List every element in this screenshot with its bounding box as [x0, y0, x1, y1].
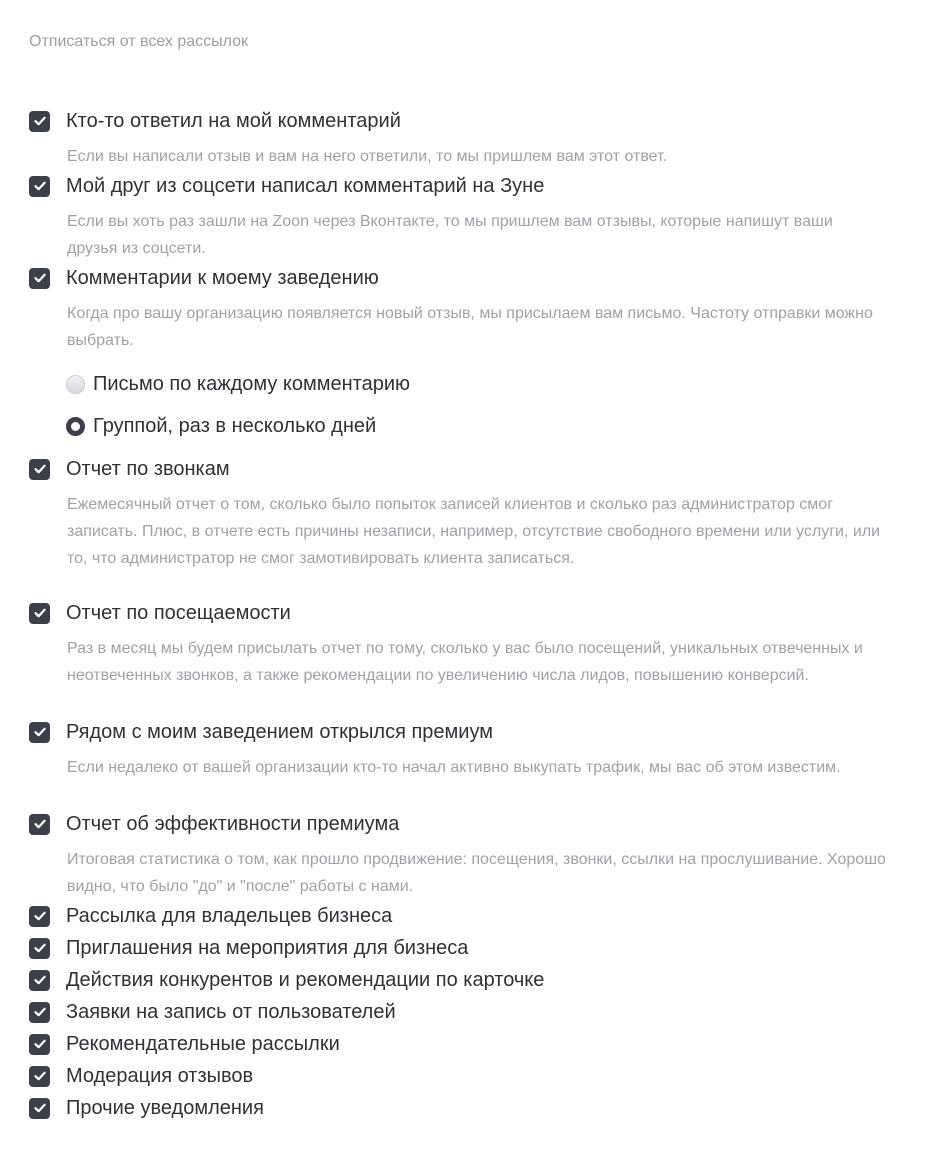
setting-label: Модерация отзывов: [66, 1065, 254, 1087]
checkbox-premium-nearby[interactable]: [29, 722, 50, 743]
setting-label: Приглашения на мероприятия для бизнеса: [66, 937, 469, 959]
radio-button-each-comment[interactable]: [66, 375, 85, 394]
checkmark-icon: [33, 1037, 47, 1051]
checkbox-friend-comment[interactable]: [29, 176, 50, 197]
checkbox-event-invites[interactable]: [29, 938, 50, 959]
setting-label: Заявки на запись от пользователей: [66, 1001, 396, 1023]
setting-row-business-owners[interactable]: [29, 902, 909, 930]
checkmark-icon: [33, 606, 47, 620]
setting-description: Ежемесячный отчет о том, сколько было попыток записей клиентов и сколько раз администратор смог записать. Плюс, в отчете есть причины незаписи, например, отсутствие свободного времени или услуги, или то, что администратор не смог замотивировать клиента записаться.: [67, 496, 881, 567]
setting-description: Если вы хоть раз зашли на Zoon через Вконтакте, то мы пришлем вам отзывы, которые напишут ваши друзья из соцсети.: [67, 213, 833, 257]
setting-row-recommendations[interactable]: [29, 1030, 909, 1058]
setting-item-calls-report: [29, 455, 909, 572]
setting-row-competitors[interactable]: [29, 966, 909, 994]
checkmark-icon: [33, 973, 47, 987]
radio-label: Письмо по каждому комментарию: [93, 373, 411, 395]
setting-label: Отчет об эффективности премиума: [66, 813, 400, 835]
checkmark-icon: [33, 1069, 47, 1083]
setting-description: Если вы написали отзыв и вам на него ответили, то мы пришлем вам этот ответ.: [67, 148, 668, 165]
setting-row-premium-efficiency[interactable]: [29, 810, 909, 838]
setting-item-premium-efficiency: [29, 810, 909, 900]
setting-row-premium-nearby[interactable]: [29, 718, 909, 746]
checkbox-other-notifications[interactable]: [29, 1098, 50, 1119]
setting-description: Когда про вашу организацию появляется новый отзыв, мы присылаем вам письмо. Частоту отправки можно выбрать.: [67, 305, 873, 349]
checkmark-icon: [33, 1101, 47, 1115]
setting-label: Рекомендательные рассылки: [66, 1033, 340, 1055]
radio-button-group[interactable]: [66, 417, 85, 436]
checkbox-review-moderation[interactable]: [29, 1066, 50, 1087]
checkbox-competitors[interactable]: [29, 970, 50, 991]
setting-row-venue-comments[interactable]: [29, 264, 909, 292]
setting-item-event-invites: [29, 934, 909, 962]
setting-description: Раз в месяц мы будем присылать отчет по тому, сколько у вас было посещений, уникальных отвеченных и неотвеченных звонков, а также рекомендации по увеличению числа лидов, повышению конверсий.: [67, 640, 863, 684]
checkbox-calls-report[interactable]: [29, 459, 50, 480]
checkmark-icon: [33, 179, 47, 193]
setting-item-booking-requests: [29, 998, 909, 1026]
setting-item-friend-comment: [29, 172, 909, 262]
setting-row-other-notifications[interactable]: [29, 1094, 909, 1122]
checkmark-icon: [33, 114, 47, 128]
setting-item-business-owners: [29, 902, 909, 930]
unsubscribe-all-link[interactable]: Отписаться от всех рассылок: [29, 33, 249, 50]
setting-item-competitors: [29, 966, 909, 994]
checkmark-icon: [33, 725, 47, 739]
checkbox-venue-comments[interactable]: [29, 268, 50, 289]
setting-row-attendance-report[interactable]: [29, 599, 909, 627]
setting-label: Рядом с моим заведением открылся премиум: [66, 721, 494, 743]
setting-item-venue-comments: [29, 264, 909, 354]
setting-label: Прочие уведомления: [66, 1097, 264, 1119]
frequency-option-group[interactable]: [66, 412, 376, 440]
checkmark-icon: [33, 817, 47, 831]
checkmark-icon: [33, 941, 47, 955]
setting-item-premium-nearby: [29, 718, 909, 781]
checkmark-icon: [33, 909, 47, 923]
checkbox-comment-reply[interactable]: [29, 111, 50, 132]
frequency-option-each[interactable]: [66, 370, 410, 398]
setting-label: Мой друг из соцсети написал комментарий на Зуне: [66, 175, 545, 197]
setting-label: Рассылка для владельцев бизнеса: [66, 905, 393, 927]
setting-label: Отчет по посещаемости: [66, 602, 291, 624]
checkbox-recommendations[interactable]: [29, 1034, 50, 1055]
checkbox-premium-efficiency[interactable]: [29, 814, 50, 835]
setting-description: Итоговая статистика о том, как прошло продвижение: посещения, звонки, ссылки на прослушивание. Хорошо видно, что было "до" и "после" работы с нами.: [67, 851, 886, 895]
setting-item-recommendations: [29, 1030, 909, 1058]
setting-row-calls-report[interactable]: [29, 455, 909, 483]
setting-row-booking-requests[interactable]: [29, 998, 909, 1026]
setting-description: Если недалеко от вашей организации кто-то начал активно выкупать трафик, мы вас об этом известим.: [67, 759, 841, 776]
checkmark-icon: [33, 462, 47, 476]
setting-label: Действия конкурентов и рекомендации по карточке: [66, 969, 545, 991]
radio-label: Группой, раз в несколько дней: [93, 415, 377, 437]
setting-item-comment-reply: [29, 107, 909, 170]
checkbox-business-owners[interactable]: [29, 906, 50, 927]
checkmark-icon: [33, 1005, 47, 1019]
setting-label: Отчет по звонкам: [66, 458, 230, 480]
checkmark-icon: [33, 271, 47, 285]
setting-row-friend-comment[interactable]: [29, 172, 909, 200]
checkbox-booking-requests[interactable]: [29, 1002, 50, 1023]
setting-label: Комментарии к моему заведению: [66, 267, 379, 289]
setting-row-review-moderation[interactable]: [29, 1062, 909, 1090]
checkbox-attendance-report[interactable]: [29, 603, 50, 624]
setting-item-attendance-report: [29, 599, 909, 689]
setting-row-comment-reply[interactable]: [29, 107, 909, 135]
setting-item-other-notifications: [29, 1094, 909, 1122]
setting-item-review-moderation: [29, 1062, 909, 1090]
setting-label: Кто-то ответил на мой комментарий: [66, 110, 401, 132]
setting-row-event-invites[interactable]: [29, 934, 909, 962]
